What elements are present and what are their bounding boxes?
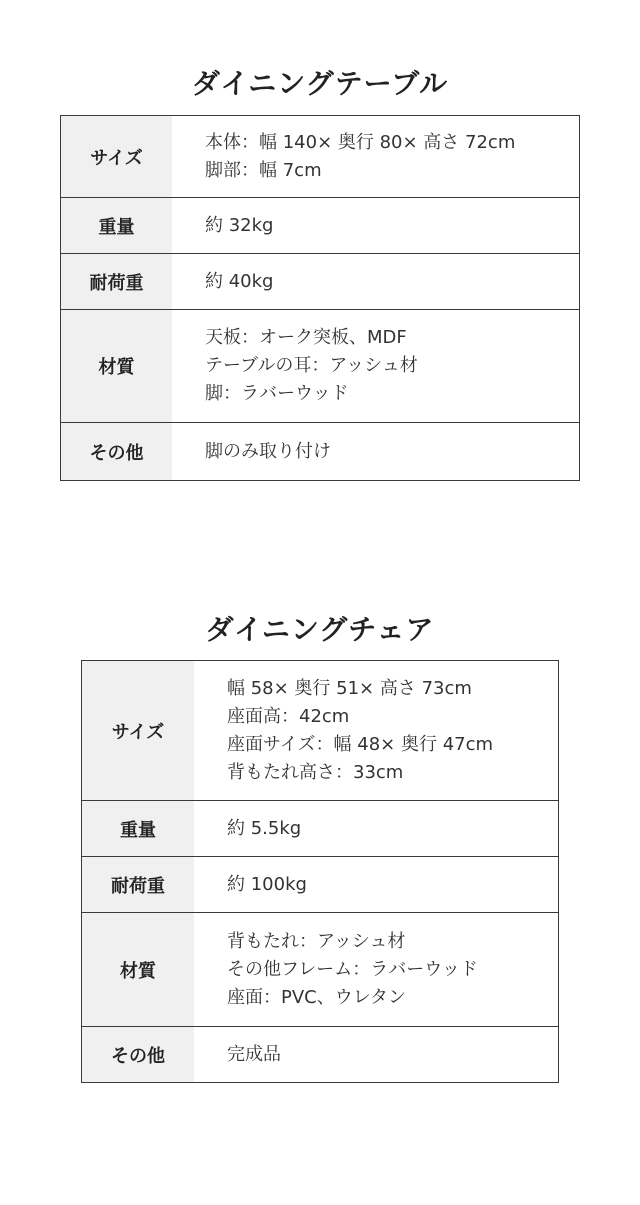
row-value	[194, 857, 559, 913]
table-row	[61, 310, 580, 423]
row-value	[194, 913, 559, 1027]
value-line: その他フレーム：ラバーウッド	[227, 958, 478, 980]
row-value	[172, 254, 580, 310]
spec-table-dining-chair	[81, 660, 559, 1083]
value-line: 幅 58× 奥行 51× 高さ 73cm	[227, 677, 472, 699]
spec-table-dining-table	[60, 115, 580, 481]
row-label: 材質	[61, 310, 173, 423]
value-line: 座面：PVC、ウレタン	[227, 986, 407, 1008]
value-line: 背もたれ高さ：33cm	[227, 761, 404, 783]
value-line: 脚のみ取り付け	[205, 440, 331, 462]
value-line: 座面サイズ：幅 48× 奥行 47cm	[227, 733, 494, 755]
row-value	[194, 661, 559, 801]
row-label: 材質	[82, 913, 195, 1027]
table-row	[61, 116, 580, 198]
value-line: 本体：幅 140× 奥行 80× 高さ 72cm	[205, 131, 516, 153]
value-line: 約 32kg	[205, 214, 274, 236]
row-value	[194, 1027, 559, 1083]
value-line: 完成品	[227, 1043, 281, 1065]
value-line: 天板：オーク突板、MDF	[205, 327, 407, 348]
row-label: 耐荷重	[61, 254, 173, 310]
table-title: ダイニングチェア	[205, 613, 435, 646]
row-label: 重量	[61, 198, 173, 254]
value-line: 脚：ラバーウッド	[205, 383, 349, 404]
table-row	[61, 254, 580, 310]
table-title: ダイニングテーブル	[191, 67, 449, 100]
table-row	[82, 857, 559, 913]
value-line: テーブルの耳：アッシュ材	[205, 355, 418, 376]
table-row	[82, 1027, 559, 1083]
row-label: サイズ	[61, 116, 173, 198]
table-row	[82, 661, 559, 801]
value-line: 約 100kg	[227, 873, 307, 895]
row-label: 重量	[82, 801, 195, 857]
row-value	[172, 198, 580, 254]
row-label: 耐荷重	[82, 857, 195, 913]
row-value	[194, 801, 559, 857]
row-value	[172, 116, 580, 198]
table-row	[61, 198, 580, 254]
value-line: 脚部：幅 7cm	[205, 159, 322, 181]
table-row	[82, 913, 559, 1027]
table-row	[61, 423, 580, 481]
row-value	[172, 310, 580, 423]
value-line: 約 5.5kg	[227, 817, 302, 839]
row-value	[172, 423, 580, 481]
row-label: その他	[82, 1027, 195, 1083]
row-label: その他	[61, 423, 173, 481]
value-line: 背もたれ：アッシュ材	[227, 930, 406, 952]
value-line: 約 40kg	[205, 270, 274, 292]
value-line: 座面高：42cm	[227, 705, 350, 727]
row-label: サイズ	[82, 661, 195, 801]
table-row	[82, 801, 559, 857]
